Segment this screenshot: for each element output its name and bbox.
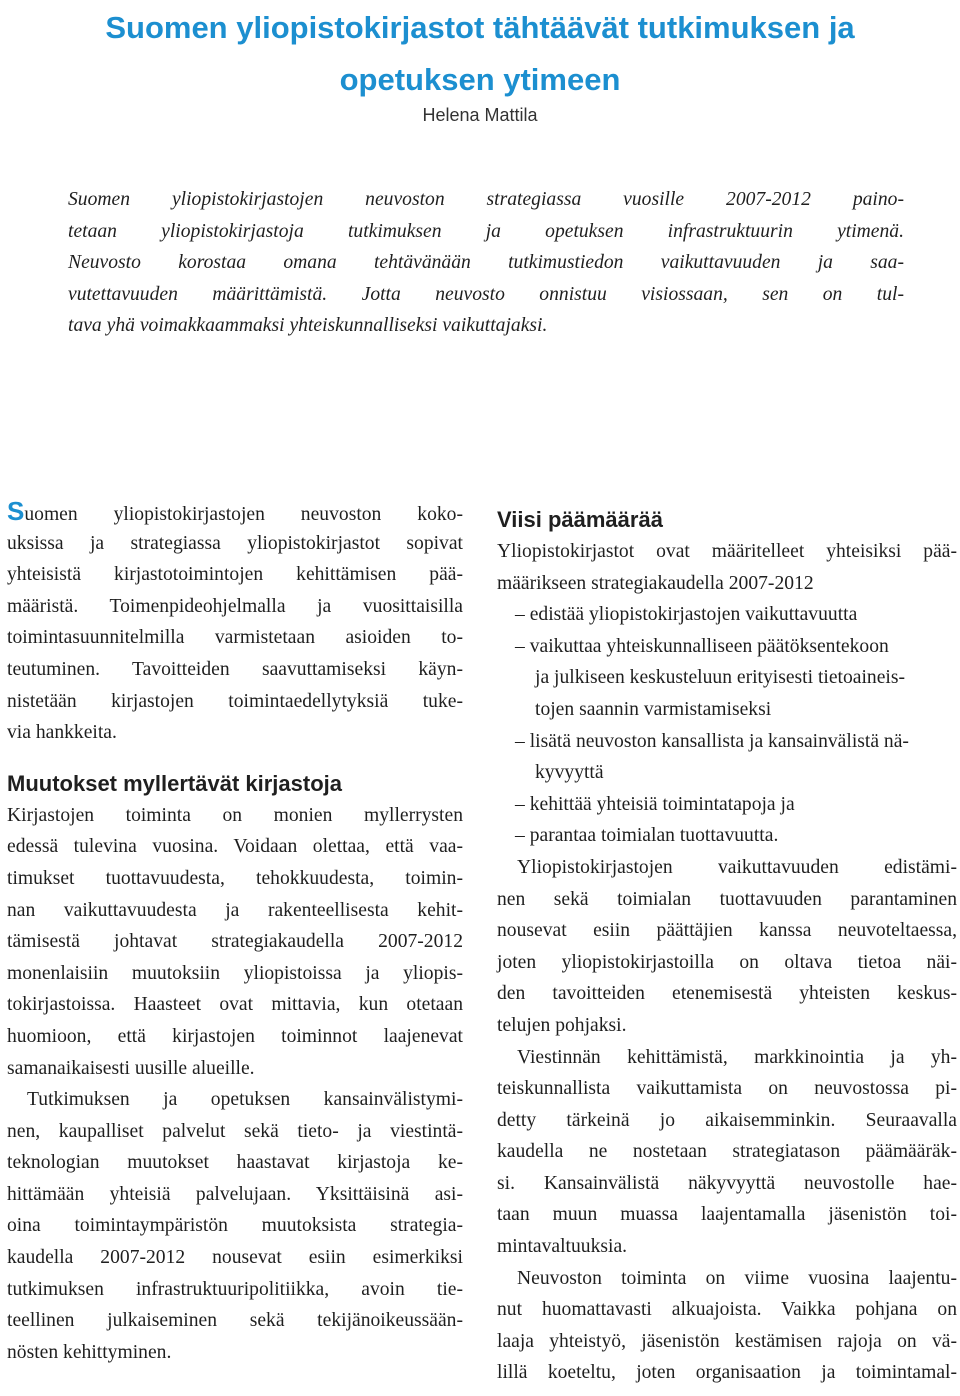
- body-line: lillä koeteltu, joten organisaation ja toimintamal-: [497, 1362, 957, 1384]
- lead-line: tetaan yliopistokirjastoja tutkimuksen ja opetuksen infrastruktuurin ytimenä.: [68, 220, 904, 242]
- lead-line: tava yhä voimakkaammaksi yhteiskunnalliseksi vaikuttajaksi.: [68, 315, 548, 337]
- bullet-line: – kehittää yhteisiä toimintatapoja ja: [515, 793, 795, 815]
- lead-line: vutettavuuden määrittämistä. Jotta neuvosto onnistuu visiossaan, sen on tul-: [68, 283, 904, 305]
- lead-line: Suomen yliopistokirjastojen neuvoston strategiassa vuosille 2007-2012 paino-: [68, 189, 904, 210]
- body-line: detty tärkeinä jo aikaisemminkin. Seuraavalla: [497, 1109, 957, 1131]
- body-line: määrikseen strategiakaudella 2007-2012: [497, 572, 814, 594]
- body-line: Tutkimuksen ja opetuksen kansainvälistymi-: [27, 1089, 463, 1111]
- body-line: tutkimuksen infrastruktuuripolitiikka, avoin tie-: [7, 1278, 463, 1300]
- body-line: nösten kehittyminen.: [7, 1341, 172, 1363]
- body-line: yhteisistä kirjastotoimintojen kehittämisen pää-: [7, 564, 463, 586]
- author-name: Helena Mattila: [422, 105, 538, 125]
- body-line: Viestinnän kehittämistä, markkinointia ja yh-: [517, 1046, 957, 1068]
- body-line: nut huomattavasti alkuajoista. Vaikka pohjana on: [497, 1299, 957, 1321]
- body-line: teutuminen. Tavoitteiden saavuttamiseksi käyn-: [7, 658, 463, 680]
- body-line: mintavaltuuksia.: [497, 1236, 628, 1258]
- intro-first-line: [7, 496, 463, 528]
- body-line: nan vaikuttavuudesta ja rakenteellisesta kehit-: [7, 899, 463, 921]
- section-heading: Muutokset myllertävät kirjastoja: [7, 770, 343, 796]
- body-line: Yliopistokirjastot ovat määritelleet yhteisiksi pää-: [497, 541, 957, 562]
- body-line: laaja yhteistyö, jäsenistön kestämisen rajoja on vä-: [497, 1330, 957, 1352]
- left-column: [7, 496, 463, 1368]
- section-heading: Viisi päämäärää: [497, 507, 663, 532]
- intro-first-line-text: uomen yliopistokirjastojen neuvoston koko-: [24, 504, 463, 525]
- body-line: Yliopistokirjastojen vaikuttavuuden edistämi-: [517, 856, 957, 878]
- body-line: teellinen julkaiseminen sekä tekijänoikeussään-: [7, 1310, 463, 1332]
- body-line: hittämään yhteisiä palvelujaan. Yksittäisinä asi-: [7, 1183, 463, 1205]
- body-line: timukset tuottavuudesta, tehokkuudesta, toimin-: [7, 867, 463, 889]
- body-line: monenlaisiin muutoksiin yliopistoissa ja yliopis-: [7, 962, 463, 984]
- bullet-line: kyvyyttä: [535, 762, 604, 784]
- article-title: [60, 2, 900, 106]
- body-line: tämisestä johtavat strategiakaudella 2007-2012: [7, 931, 463, 953]
- body-line: nousevat esiin päättäjien kanssa neuvoteltaessa,: [497, 920, 957, 942]
- body-line: teknologian muutokset haastavat kirjastoja ke-: [7, 1152, 463, 1174]
- body-line: uksissa ja strategiassa yliopistokirjastot sopivat: [7, 532, 463, 554]
- body-line: den tavoitteiden etenemisestä yhteisten keskus-: [497, 983, 957, 1005]
- body-line: via hankkeita.: [7, 722, 117, 744]
- body-line: Kirjastojen toiminta on monien myllerrysten: [7, 804, 463, 826]
- body-line: telujen pohjaksi.: [497, 1014, 627, 1036]
- bullet-line: – vaikuttaa yhteiskunnalliseen päätöksentekoon: [515, 635, 889, 657]
- title-line-2: opetuksen ytimeen: [339, 62, 621, 97]
- lead-paragraph: [68, 184, 904, 342]
- bullet-line: – parantaa toimialan tuottavuutta.: [515, 825, 779, 847]
- body-line: taan muun muassa laajentamalla jäsenistön toi-: [497, 1204, 957, 1226]
- body-line: nistetään kirjastojen toimintaedellytyksiä tuke-: [7, 690, 463, 712]
- bullet-line: ja julkiseen keskusteluun erityisesti tietoaineis-: [535, 667, 906, 689]
- right-column: [497, 503, 957, 1389]
- body-line: huomioon, että kirjastojen toiminnot laajenevat: [7, 1025, 463, 1047]
- body-line: tokirjastoissa. Haasteet ovat mittavia, kun otetaan: [7, 994, 463, 1016]
- bullet-line: – lisätä neuvoston kansallista ja kansainvälistä nä-: [515, 730, 909, 752]
- body-line: määristä. Toimenpideohjelmalla ja vuosittaisilla: [7, 595, 463, 617]
- body-line: Neuvoston toiminta on viime vuosina laajentu-: [517, 1267, 957, 1289]
- body-line: kaudella ne nostetaan strategiatason päämääräk-: [497, 1141, 957, 1163]
- title-line-1: Suomen yliopistokirjastot tähtäävät tutkimuksen ja: [105, 10, 855, 45]
- body-line: joten yliopistokirjastoilla on oltava tietoa näi-: [497, 951, 957, 973]
- body-line: si. Kansainvälistä näkyvyyttä neuvostolle hae-: [497, 1172, 957, 1194]
- body-line: toimintasuunnitelmilla varmistetaan asioiden to-: [7, 627, 463, 649]
- body-line: nen, kaupalliset palvelut sekä tieto- ja viestintä-: [7, 1120, 463, 1142]
- body-line: edessä tulevina vuosina. Voidaan olettaa, että vaa-: [7, 836, 463, 858]
- body-line: samanaikaisesti uusille alueille.: [7, 1057, 255, 1079]
- body-line: nen sekä toimialan tuottavuuden parantaminen: [497, 888, 957, 910]
- body-line: oina toimintaympäristön muutoksista strategia-: [7, 1215, 463, 1237]
- body-line: kaudella 2007-2012 nousevat esiin esimerkiksi: [7, 1247, 463, 1269]
- bullet-line: tojen saannin varmistamiseksi: [535, 698, 772, 720]
- bullet-line: – edistää yliopistokirjastojen vaikuttavuutta: [515, 604, 858, 626]
- drop-cap: S: [7, 496, 25, 526]
- body-line: teiskunnallista vaikuttamista on neuvostossa pi-: [497, 1078, 957, 1100]
- lead-line: Neuvosto korostaa omana tehtävänään tutkimustiedon vaikuttavuuden ja saa-: [68, 252, 904, 274]
